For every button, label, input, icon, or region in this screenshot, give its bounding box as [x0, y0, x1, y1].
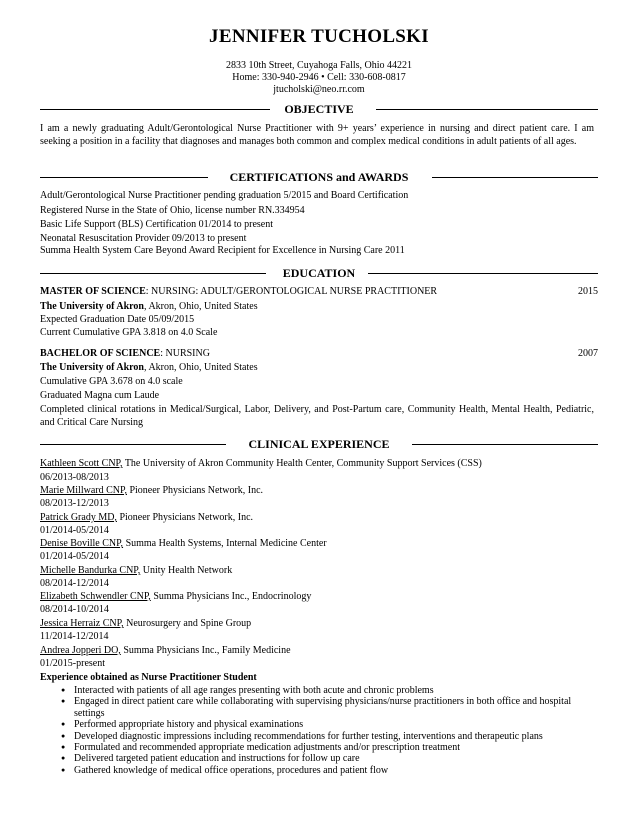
list-item: ● Developed diagnostic impressions including recommendations for further testing, interventions and therapeutic plans: [40, 731, 600, 742]
list-item: ● Formulated and recommended appropriate medication adjustments and/or prescription treatment: [40, 742, 600, 753]
bs-degree-line: [40, 348, 600, 360]
ms-school-line: [40, 301, 600, 313]
list-item: ● Delivered targeted patient education and instructions for follow up care: [40, 753, 600, 764]
school-location: , Akron, Ohio, United States: [144, 301, 258, 312]
preceptor-name: Michelle Bandurka CNP,: [40, 565, 141, 576]
clinical-site: Pioneer Physicians Network, Inc.: [116, 512, 254, 523]
list-item: ● Gathered knowledge of medical office operations, procedures and patient flow: [40, 765, 600, 776]
objective-section-heading: [40, 102, 598, 116]
clinical-entry: [40, 512, 600, 524]
certifications-section-heading: [40, 170, 598, 184]
ms-degree-line: [40, 286, 600, 298]
preceptor-name: Kathleen Scott CNP,: [40, 458, 123, 469]
clinical-site: Summa Physicians Inc., Family Medicine: [120, 645, 291, 656]
contact-phones: Home: 330-940-2946 • Cell: 330-608-0817: [232, 72, 406, 83]
degree-year: 2015: [578, 286, 598, 297]
objective-text: I am a newly graduating Adult/Gerontological Nurse Practitioner with 9+ years’ experience in nursing and direct patient care. I am seeking a position in a facility that diagnoses and manages both common and complex medical conditions in adult patients of all ages.: [40, 123, 594, 147]
degree-name: BACHELOR OF SCIENCE: [40, 348, 161, 359]
clinical-entry: [40, 645, 600, 657]
clinical-entry: [40, 618, 600, 630]
clinical-site: Unity Health Network: [140, 565, 233, 576]
preceptor-name: Patrick Grady MD,: [40, 512, 117, 523]
education-section-heading: [40, 266, 598, 280]
certification-item: Adult/Gerontological Nurse Practitioner pending graduation 5/2015 and Board Certification: [40, 190, 409, 201]
experience-heading-text: Experience obtained as Nurse Practitioner Student: [40, 672, 257, 683]
section-title: OBJECTIVE: [276, 102, 361, 116]
bs-detail: Cumulative GPA 3.678 on 4.0 scale: [40, 376, 183, 387]
certification-item: Neonatal Resuscitation Provider 09/2013 to present: [40, 233, 247, 244]
clinical-dates: 01/2014-05/2014: [40, 525, 109, 536]
list-item: ● Engaged in direct patient care while collaborating with supervising physicians/nurse practitioners in both office and hospital settings: [40, 696, 600, 719]
experience-bullet-list: [40, 685, 600, 776]
clinical-site: Neurosurgery and Spine Group: [123, 618, 252, 629]
school-location: , Akron, Ohio, United States: [144, 362, 258, 373]
list-item: ● Performed appropriate history and physical examinations: [40, 719, 600, 730]
preceptor-name: Andrea Jopperi DO,: [40, 645, 121, 656]
certification-item: Registered Nurse in the State of Ohio, license number RN.334954: [40, 205, 305, 216]
preceptor-name: Elizabeth Schwendler CNP,: [40, 591, 151, 602]
contact-email[interactable]: jtucholski@neo.rr.com: [273, 84, 365, 95]
preceptor-name: Denise Boville CNP,: [40, 538, 124, 549]
ms-detail: Current Cumulative GPA 3.818 on 4.0 Scale: [40, 327, 218, 338]
ms-detail: Expected Graduation Date 05/09/2015: [40, 314, 195, 325]
clinical-dates: 08/2014-12/2014: [40, 578, 109, 589]
degree-field: : NURSING: ADULT/GERONTOLOGICAL NURSE PRACTITIONER: [145, 286, 438, 297]
degree-year: 2007: [578, 348, 598, 359]
experience-heading: [40, 672, 600, 684]
clinical-entry: [40, 485, 600, 497]
clinical-entry: [40, 565, 600, 577]
clinical-dates: 01/2015-present: [40, 658, 105, 669]
clinical-site: Pioneer Physicians Network, Inc.: [126, 485, 264, 496]
clinical-section-heading: [40, 437, 598, 451]
clinical-entry: [40, 458, 600, 470]
preceptor-name: Marie Millward CNP,: [40, 485, 127, 496]
candidate-name: JENNIFER TUCHOLSKI: [209, 26, 429, 47]
degree-name: MASTER OF SCIENCE: [40, 286, 146, 297]
clinical-entry: [40, 538, 600, 550]
certification-item: Summa Health System Care Beyond Award Recipient for Excellence in Nursing Care 2011: [40, 245, 405, 256]
school-name: The University of Akron: [40, 362, 144, 373]
contact-address: 2833 10th Street, Cuyahoga Falls, Ohio 44221: [225, 60, 413, 71]
degree-field: : NURSING: [160, 348, 210, 359]
bs-rotations: Completed clinical rotations in Medical/Surgical, Labor, Delivery, and Post-Partum care, Community Health, Mental Health, Pediatric, and Critical Care Nursing: [40, 404, 594, 428]
preceptor-name: Jessica Herraiz CNP,: [40, 618, 124, 629]
section-title: CERTIFICATIONS and AWARDS: [222, 170, 417, 184]
bs-school-line: [40, 362, 600, 374]
list-item: ● Interacted with patients of all age ranges presenting with both acute and chronic problems: [40, 685, 600, 696]
clinical-dates: 08/2013-12/2013: [40, 498, 109, 509]
clinical-dates: 01/2014-05/2014: [40, 551, 109, 562]
school-name: The University of Akron: [40, 301, 144, 312]
clinical-site: The University of Akron Community Health Center, Community Support Services (CSS): [122, 458, 482, 469]
section-title: CLINICAL EXPERIENCE: [240, 437, 397, 451]
clinical-site: Summa Health Systems, Internal Medicine Center: [123, 538, 327, 549]
clinical-dates: 11/2014-12/2014: [40, 631, 109, 642]
clinical-entry: [40, 591, 600, 603]
clinical-dates: 06/2013-08/2013: [40, 472, 109, 483]
bs-detail: Graduated Magna cum Laude: [40, 390, 160, 401]
section-title: EDUCATION: [275, 266, 363, 280]
clinical-dates: 08/2014-10/2014: [40, 604, 109, 615]
certification-item: Basic Life Support (BLS) Certification 01/2014 to present: [40, 219, 274, 230]
clinical-site: Summa Physicians Inc., Endocrinology: [150, 591, 312, 602]
